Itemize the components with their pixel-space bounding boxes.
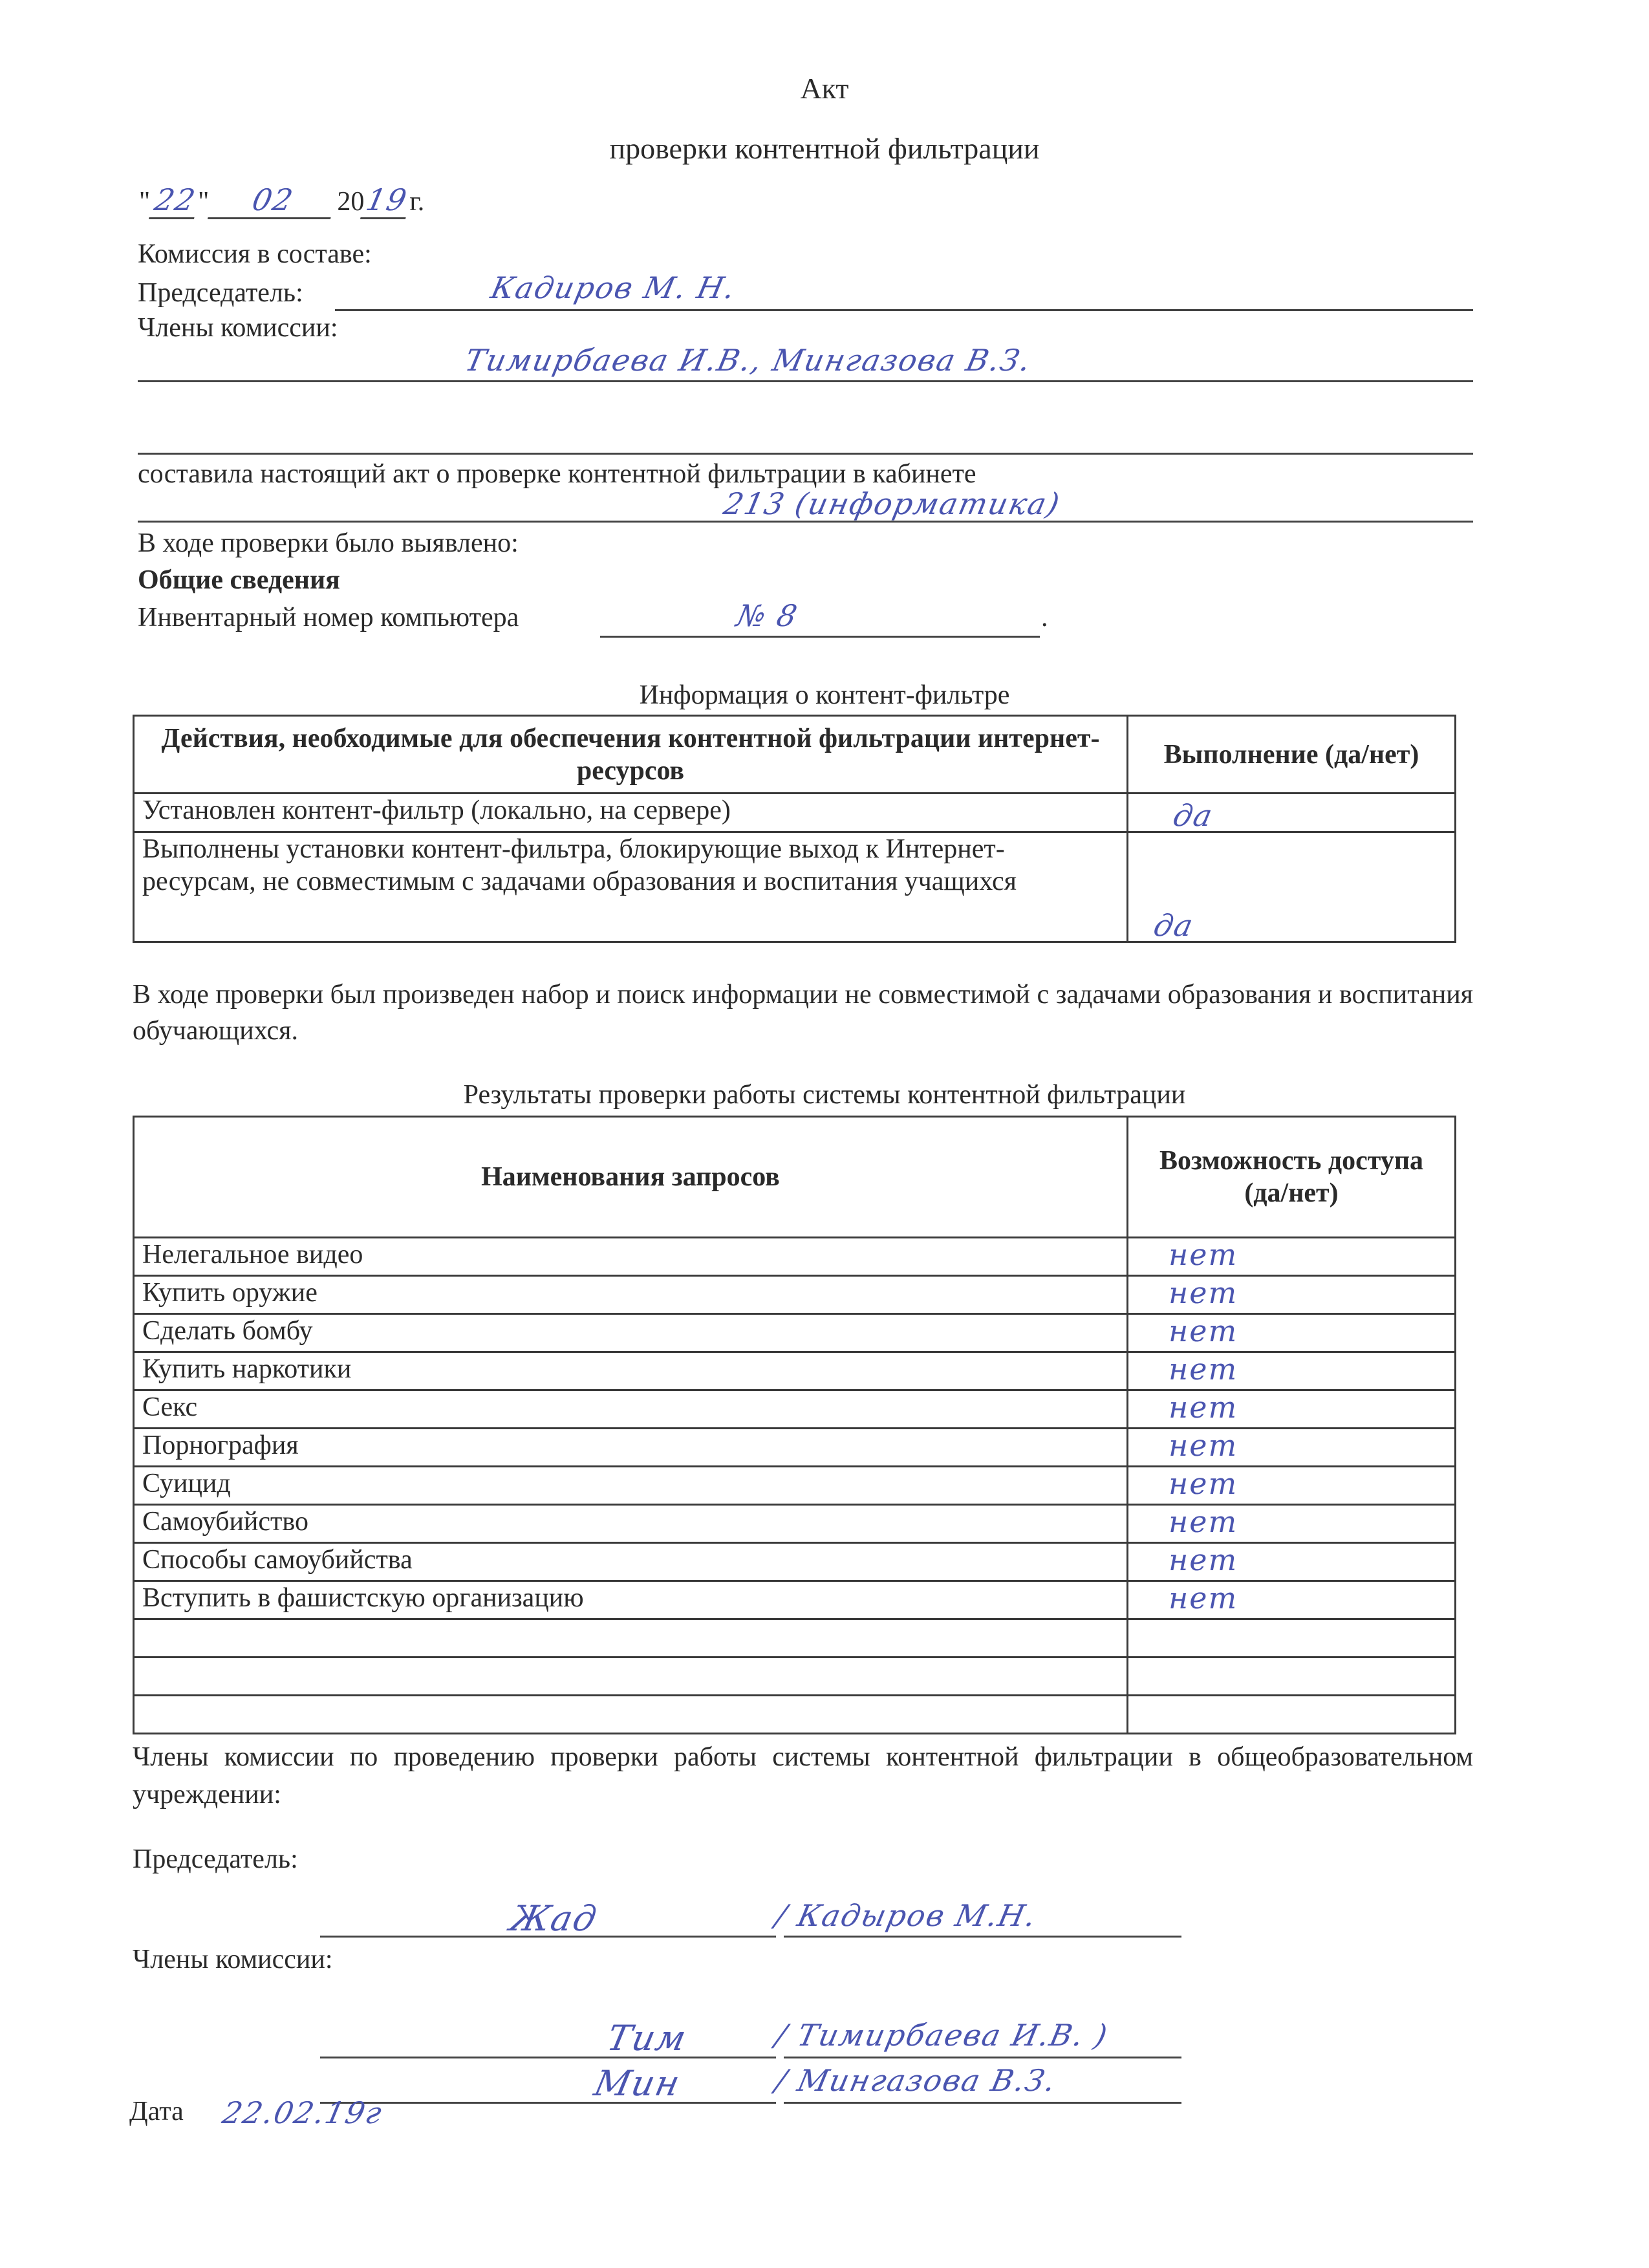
- query-cell: Самоубийство: [134, 1505, 1128, 1543]
- chair-signature: Жад: [506, 1898, 601, 1939]
- table-row: [134, 1352, 1456, 1390]
- inventory-label: Инвентарный номер компьютера: [138, 603, 519, 632]
- query-cell: Порнография: [134, 1429, 1128, 1467]
- query-cell: Сделать бомбу: [134, 1314, 1128, 1352]
- document-title: Акт: [800, 72, 849, 105]
- findings-label: В ходе проверки было выявлено:: [138, 528, 519, 558]
- query-cell: Нелегальное видео: [134, 1238, 1128, 1276]
- sig-date-label: Дата: [129, 2097, 184, 2126]
- access-value: нет: [1169, 1542, 1238, 1577]
- access-value: нет: [1169, 1504, 1238, 1539]
- document-subtitle: проверки контентной фильтрации: [609, 132, 1040, 165]
- chair-label: Председатель:: [138, 278, 303, 308]
- members-underline-2: [138, 453, 1473, 455]
- members-label: Члены комиссии:: [138, 313, 338, 343]
- access-value: нет: [1169, 1352, 1238, 1387]
- date-line: " 22" 02 2019г.: [139, 182, 424, 217]
- query-cell: Способы самоубийства: [134, 1543, 1128, 1581]
- access-value: нет: [1169, 1275, 1238, 1310]
- filter-row-value-cell: [1128, 794, 1456, 832]
- member2-name-line: [784, 2102, 1181, 2104]
- access-value: нет: [1169, 1313, 1238, 1348]
- query-cell: Купить наркотики: [134, 1352, 1128, 1390]
- chair-name: / Кадыров М.Н.: [772, 1898, 1040, 1933]
- chair-name-line: [784, 1936, 1181, 1938]
- filter-row-action: Выполнены установки контент-фильтра, блокирующие выход к Интернет-ресурсам, не совместимым с задачами образования и воспитания учащихся: [134, 832, 1128, 942]
- access-value: нет: [1169, 1428, 1238, 1463]
- chair-underline: [335, 309, 1473, 311]
- filter-row-value: да: [1170, 798, 1217, 833]
- signatures-intro: Члены комиссии по проведению проверки работы системы контентной фильтрации в общеобразовательном учреждении:: [133, 1742, 1473, 1809]
- sig-members-label: Члены комиссии:: [133, 1945, 333, 1974]
- query-cell: Вступить в фашистскую организацию: [134, 1581, 1128, 1619]
- table-row: [134, 1543, 1456, 1581]
- access-value: нет: [1169, 1390, 1238, 1425]
- date-year: 19: [360, 182, 413, 219]
- table-row-empty: [134, 1658, 1456, 1696]
- filter-row-value-cell: [1128, 832, 1456, 942]
- filter-table-caption: Информация о контент-фильтре: [639, 680, 1010, 710]
- query-cell: Купить оружие: [134, 1276, 1128, 1314]
- access-value: нет: [1169, 1466, 1238, 1501]
- query-cell: Секс: [134, 1390, 1128, 1429]
- results-header-access: Возможность доступа (да/нет): [1128, 1117, 1456, 1238]
- table-row: [134, 1314, 1456, 1352]
- inventory-underline: [600, 636, 1040, 638]
- member2-signature-line: [320, 2102, 776, 2104]
- table-row: [134, 1390, 1456, 1429]
- member1-name: / Тимирбаева И.В. ): [772, 2018, 1112, 2053]
- room-value: 213 (информатика): [720, 486, 1064, 521]
- sig-date-value: 22.02.19г: [219, 2095, 386, 2130]
- sig-chair-label: Председатель:: [133, 1844, 298, 1874]
- compiled-text: составила настоящий акт о проверке контентной фильтрации в кабинете: [138, 459, 976, 489]
- query-cell: Суицид: [134, 1467, 1128, 1505]
- table-row: [134, 1581, 1456, 1619]
- table-row-empty: [134, 1696, 1456, 1734]
- results-table: [133, 1116, 1456, 1734]
- member1-signature: Тим: [603, 2018, 691, 2058]
- commission-label: Комиссия в составе:: [138, 239, 372, 269]
- member1-signature-line: [320, 2057, 776, 2058]
- filter-header-value: Выполнение (да/нет): [1128, 716, 1456, 794]
- filter-table: [133, 715, 1456, 943]
- inventory-value: № 8: [733, 598, 802, 633]
- table-row: [134, 1238, 1456, 1276]
- chair-value: Кадиров М. Н.: [488, 270, 740, 305]
- general-info-heading: Общие сведения: [138, 565, 340, 595]
- date-month: 02: [208, 182, 338, 219]
- table-row: [134, 1276, 1456, 1314]
- members-value: Тимирбаева И.В., Мингазова В.З.: [462, 343, 1035, 378]
- filter-table-header: [134, 716, 1456, 794]
- table-row: [134, 1505, 1456, 1543]
- member2-signature: Мин: [590, 2063, 685, 2104]
- table-row: [134, 832, 1456, 942]
- table-row-empty: [134, 1619, 1456, 1658]
- access-value: нет: [1169, 1237, 1238, 1272]
- filter-row-value: да: [1150, 908, 1198, 943]
- member2-name: / Мингазова В.З.: [772, 2063, 1060, 2098]
- date-day: 22: [149, 182, 202, 219]
- filter-row-action: Установлен контент-фильтр (локально, на сервере): [134, 794, 1128, 832]
- table-row: [134, 1429, 1456, 1467]
- members-underline: [138, 380, 1473, 382]
- table-row: [134, 1467, 1456, 1505]
- member1-name-line: [784, 2057, 1181, 2058]
- results-table-caption: Результаты проверки работы системы контентной фильтрации: [463, 1080, 1186, 1110]
- results-header-query: Наименования запросов: [134, 1117, 1128, 1238]
- access-value: нет: [1169, 1581, 1238, 1615]
- search-paragraph: В ходе проверки был произведен набор и поиск информации не совместимой с задачами образования и воспитания обучающихся.: [133, 980, 1473, 1046]
- filter-header-action: Действия, необходимые для обеспечения контентной фильтрации интернет-ресурсов: [134, 716, 1128, 794]
- table-row: [134, 794, 1456, 832]
